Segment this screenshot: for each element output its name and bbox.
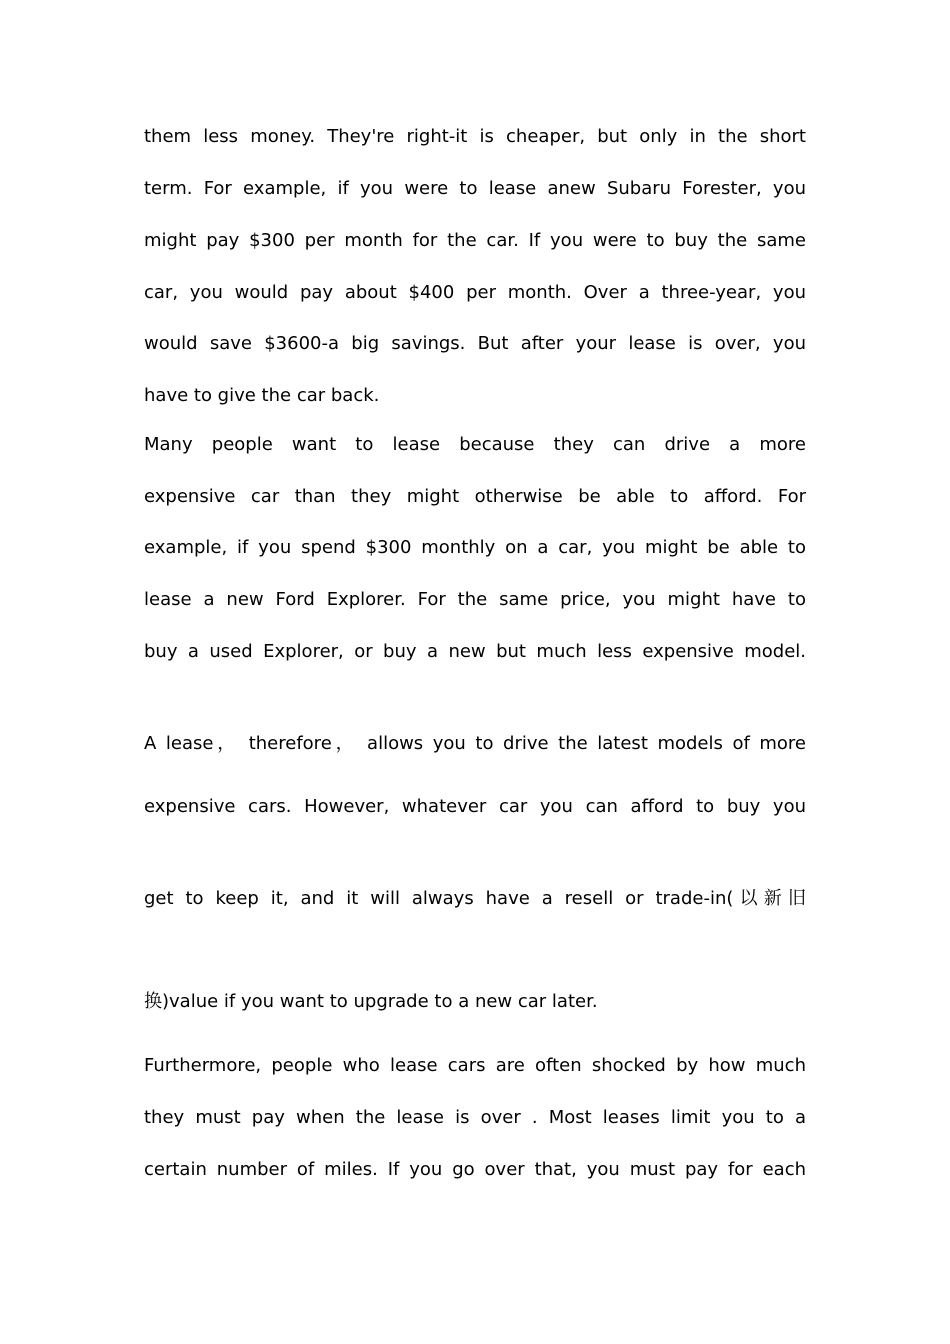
text-line: expensive cars. However, whatever car you can afford to buy you [144, 796, 806, 817]
text-line: they must pay when the lease is over . Most leases limit you to a [144, 1107, 806, 1128]
text-line: them less money. They're right-it is cheaper, but only in the short [144, 126, 806, 147]
text-line: certain number of miles. If you go over that, you must pay for each [144, 1159, 806, 1180]
text-line: A lease， therefore， allows you to drive the latest models of more [144, 733, 806, 754]
text-line: lease a new Ford Explorer. For the same price, you might have to [144, 589, 806, 610]
text-line: get to keep it, and it will always have a resell or trade-in(以新旧 [144, 888, 806, 909]
text-line: buy a used Explorer, or buy a new but much less expensive model. [144, 641, 806, 662]
text-line: expensive car than they might otherwise be able to afford. For [144, 486, 806, 507]
text-line: example, if you spend $300 monthly on a car, you might be able to [144, 537, 806, 558]
text-line: Many people want to lease because they can drive a more [144, 434, 806, 455]
text-line: would save $3600-a big savings. But after your lease is over, you [144, 333, 806, 354]
text-line: have to give the car back. [144, 385, 380, 406]
text-line: Furthermore, people who lease cars are often shocked by how much [144, 1055, 806, 1076]
text-line: 换)value if you want to upgrade to a new car later. [144, 991, 598, 1012]
text-line: term. For example, if you were to lease anew Subaru Forester, you [144, 178, 806, 199]
text-line: might pay $300 per month for the car. If you were to buy the same [144, 230, 806, 251]
text-line: car, you would pay about $400 per month. Over a three-year, you [144, 282, 806, 303]
